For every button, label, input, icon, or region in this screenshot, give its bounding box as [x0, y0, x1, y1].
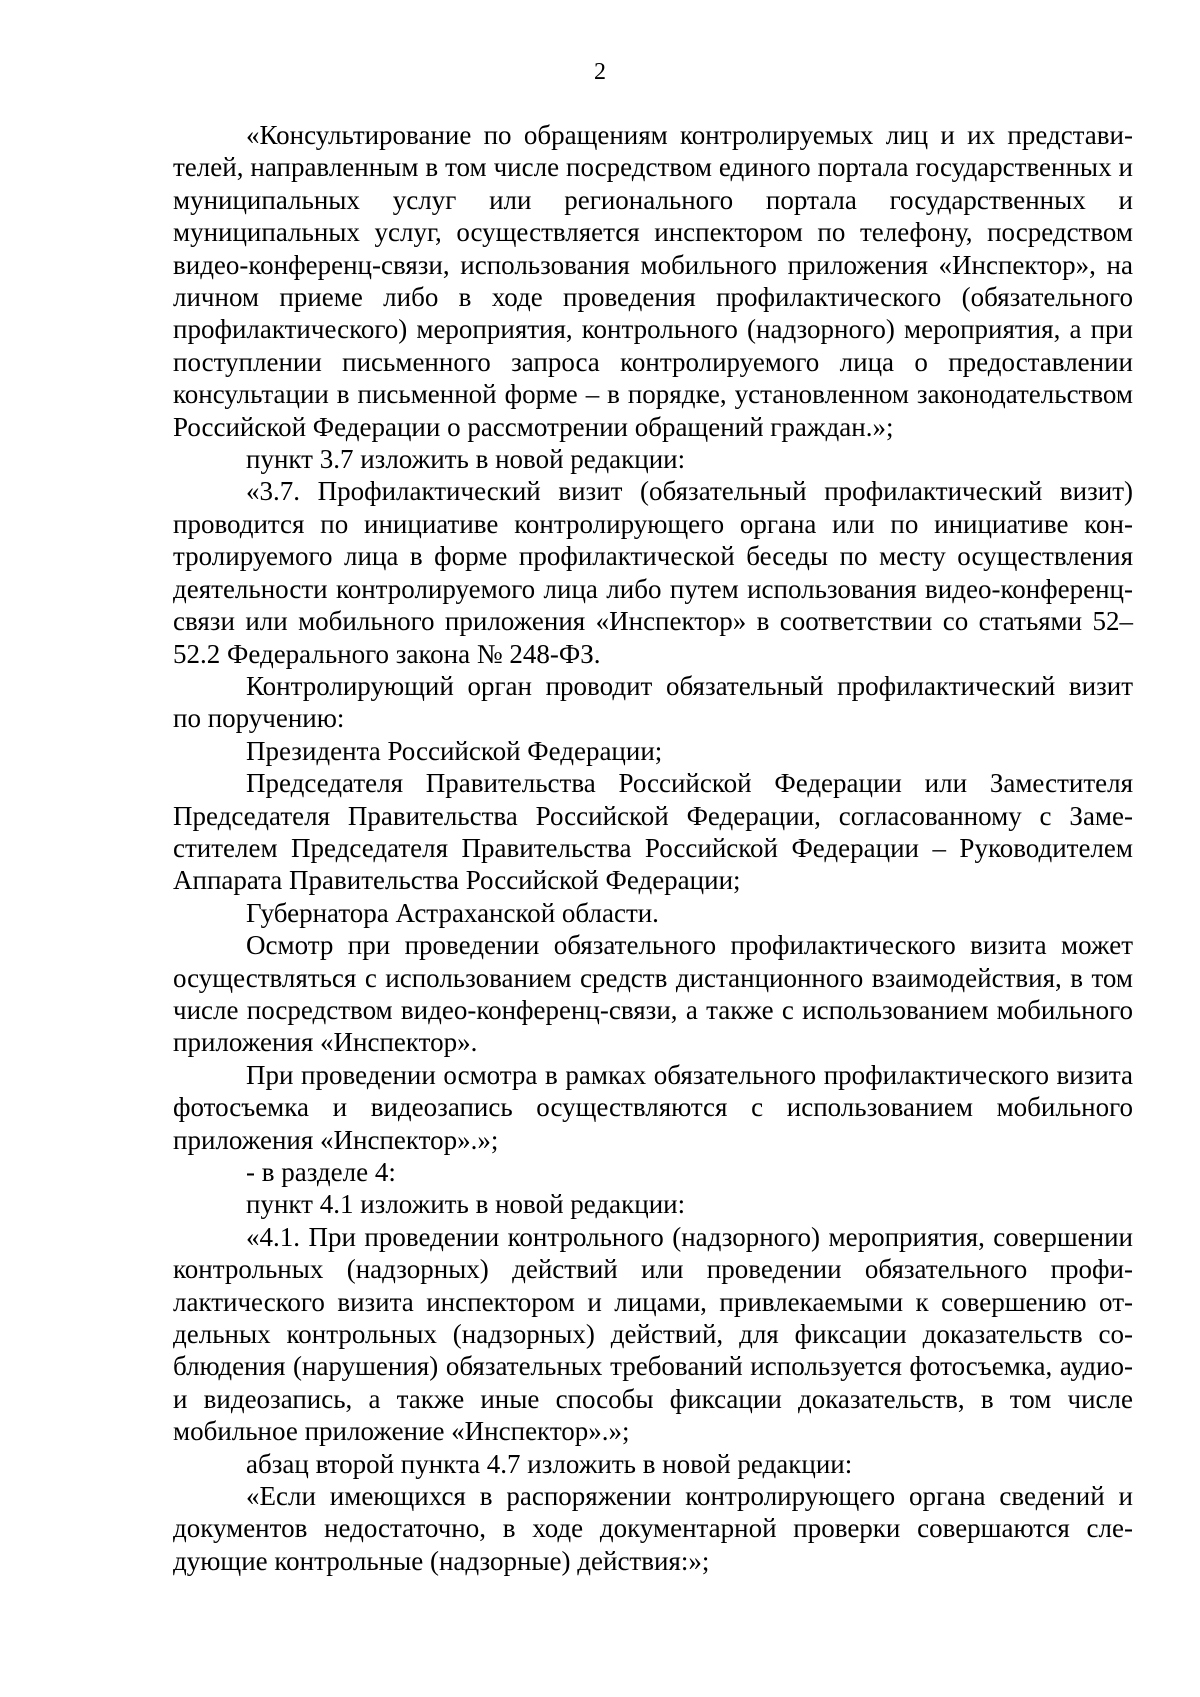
paragraph-governor: Губернатора Астраханской области.: [246, 897, 659, 928]
paragraph-item-3-7-intro: пункт 3.7 изложить в новой редакции:: [246, 444, 686, 475]
paragraph-item-3-7: «3.7. Профилактический визит (обязательный профилактический визит) проводится по инициативе контролирующего органа или по инициативе контролируемого лица в форме профилактической беседы по месту осуществления деятельности контролируемого лица либо путем использования видео-конференц-связи или мобильного приложения «Инспектор» в соответствии со статьями 52–52.2 Федерального закона № 248-ФЗ.: [173, 476, 1133, 669]
paragraph-item-4-7: «Если имеющихся в распоряжении контролирующего органа сведений и документов недостаточно, в ходе документарной проверки совершаются следующие контрольные (надзорные) действия:»;: [173, 1481, 1133, 1576]
paragraph-section-4: - в разделе 4:: [246, 1157, 396, 1187]
paragraph-government-chairman: Председателя Правительства Российской Федерации или Заместителя Председателя Правительства Российской Федерации, согласованному с Заместителем Председателя Правительства Российской Федерации – Руководителем Аппарата Правительства Российской Федерации;: [173, 768, 1133, 896]
paragraph-mandatory-visit: Контролирующий орган проводит обязательный профилактический визит по поручению:: [173, 670, 1133, 734]
document-body: [173, 119, 1133, 1577]
paragraph-consultation: «Консультирование по обращениям контролируемых лиц и их представителей, направленным в том числе посредством единого портала государственных и муниципальных услуг или регионального портала государственных и муниципальных услуг, осуществляется инспектором по телефону, посредством видео-конференц-связи, использования мобильного приложения «Инспектор», на личном приеме либо в ходе проведения профилактического (обязательного профилактического) мероприятия, контрольного (надзорного) мероприятия, а при поступлении письменного запроса контролируемого лица о предоставлении консультации в письменной форме – в порядке, установленном законодательством Российской Федерации о рассмотрении обращений граждан.»;: [173, 120, 1133, 442]
paragraph-item-4-1: «4.1. При проведении контрольного (надзорного) мероприятия, совершении контрольных (надзорных) действий или проведении обязательного профилактического визита инспектором и лицами, привлекаемыми к совершению отдельных контрольных (надзорных) действий, для фиксации доказательств соблюдения (нарушения) обязательных требований используется фотосъемка, аудио- и видеозапись, а также иные способы фиксации доказательств, в том числе мобильное приложение «Инспектор».»;: [173, 1221, 1133, 1447]
paragraph-photo-video: При проведении осмотра в рамках обязательного профилактического визита фотосъемка и видеозапись осуществляются с использованием мобильного приложения «Инспектор».»;: [173, 1059, 1133, 1155]
page-number: 2: [594, 59, 606, 85]
paragraph-item-4-7-intro: абзац второй пункта 4.7 изложить в новой редакции:: [246, 1448, 853, 1479]
paragraph-item-4-1-intro: пункт 4.1 изложить в новой редакции:: [246, 1189, 686, 1220]
paragraph-inspection-remote: Осмотр при проведении обязательного профилактического визита может осуществляться с использованием средств дистанционного взаимодействия, в том числе посредством видео-конференц-связи, а также с использованием мобильного приложения «Инспектор».: [173, 930, 1133, 1058]
paragraph-president: Президента Российской Федерации;: [246, 735, 663, 766]
